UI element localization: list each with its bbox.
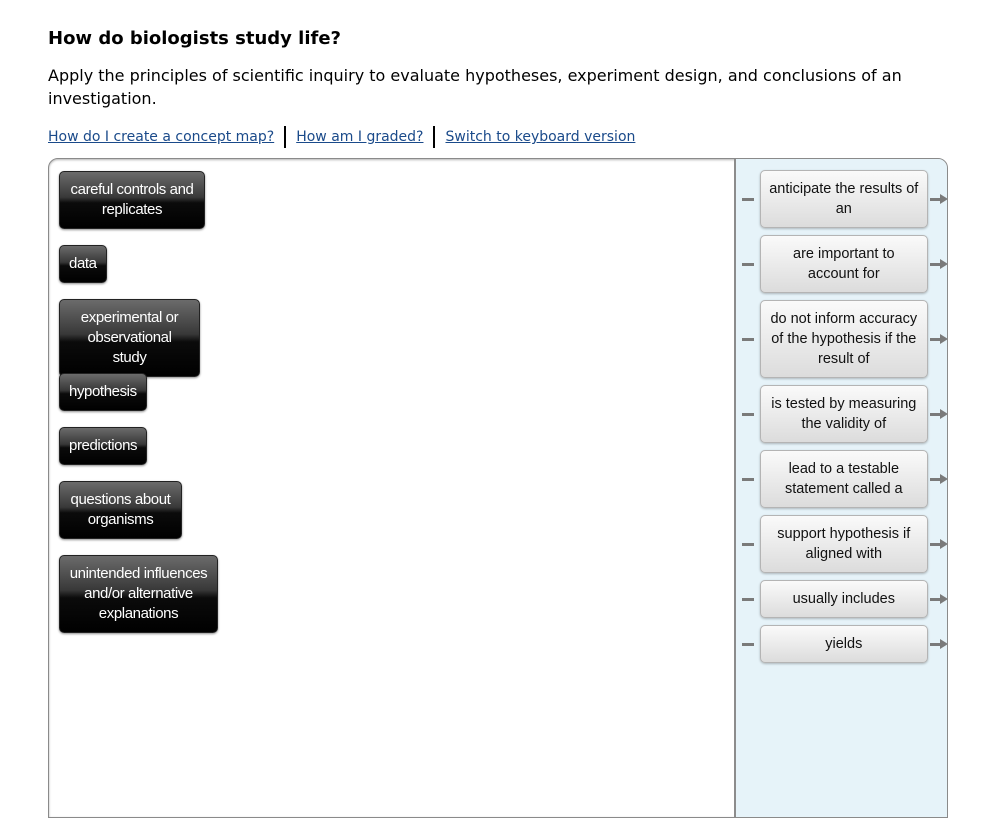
- page-title: How do biologists study life?: [48, 28, 341, 49]
- linking-phrase-row[interactable]: [736, 170, 948, 228]
- connector-stub: [742, 338, 754, 341]
- linking-phrase[interactable]: usually includes: [760, 580, 928, 618]
- term-experimental-study[interactable]: experimental or observational study: [59, 299, 200, 377]
- connector-stub: [742, 478, 754, 481]
- linking-phrase-row[interactable]: [736, 580, 948, 618]
- arrow-right-icon: [930, 539, 948, 549]
- arrow-right-icon: [930, 259, 948, 269]
- concept-map-workspace[interactable]: [49, 159, 734, 817]
- keyboard-version-link[interactable]: Switch to keyboard version: [445, 129, 636, 145]
- connector-stub: [742, 598, 754, 601]
- page-description: Apply the principles of scientific inquiry to evaluate hypotheses, experiment design, and conclusions of an investigation.: [48, 66, 902, 108]
- arrow-right-icon: [930, 194, 948, 204]
- connector-stub: [742, 413, 754, 416]
- linking-phrase[interactable]: yields: [760, 625, 928, 663]
- grading-help-link[interactable]: How am I graded?: [296, 129, 424, 145]
- linking-phrase-row[interactable]: [736, 450, 948, 508]
- linking-phrases-panel: [734, 159, 947, 817]
- linking-phrase-row[interactable]: [736, 625, 948, 663]
- term-data[interactable]: data: [59, 245, 107, 283]
- term-predictions[interactable]: predictions: [59, 427, 147, 465]
- linking-phrase-row[interactable]: [736, 235, 948, 293]
- concept-map-canvas: [48, 158, 948, 818]
- linking-phrase[interactable]: anticipate the results of an: [760, 170, 928, 228]
- create-concept-map-link[interactable]: How do I create a concept map?: [48, 129, 275, 145]
- term-questions-about-organisms[interactable]: questions about organisms: [59, 481, 182, 539]
- arrow-right-icon: [930, 334, 948, 344]
- term-hypothesis[interactable]: hypothesis: [59, 373, 147, 411]
- linking-phrase-row[interactable]: [736, 300, 948, 378]
- linking-phrase[interactable]: is tested by measuring the validity of: [760, 385, 928, 443]
- connector-stub: [742, 643, 754, 646]
- link-separator: [433, 126, 435, 148]
- linking-phrase[interactable]: do not inform accuracy of the hypothesis if the result of: [760, 300, 928, 378]
- arrow-right-icon: [930, 639, 948, 649]
- link-separator: [284, 126, 286, 148]
- arrow-right-icon: [930, 474, 948, 484]
- connector-stub: [742, 198, 754, 201]
- linking-phrase[interactable]: are important to account for: [760, 235, 928, 293]
- arrow-right-icon: [930, 594, 948, 604]
- linking-phrase[interactable]: lead to a testable statement called a: [760, 450, 928, 508]
- connector-stub: [742, 543, 754, 546]
- arrow-right-icon: [930, 409, 948, 419]
- connector-stub: [742, 263, 754, 266]
- term-unintended-influences[interactable]: unintended influences and/or alternative explanations: [59, 555, 218, 633]
- help-links: [48, 125, 635, 149]
- term-careful-controls[interactable]: careful controls and replicates: [59, 171, 205, 229]
- linking-phrase-row[interactable]: [736, 385, 948, 443]
- linking-phrase[interactable]: support hypothesis if aligned with: [760, 515, 928, 573]
- linking-phrase-row[interactable]: [736, 515, 948, 573]
